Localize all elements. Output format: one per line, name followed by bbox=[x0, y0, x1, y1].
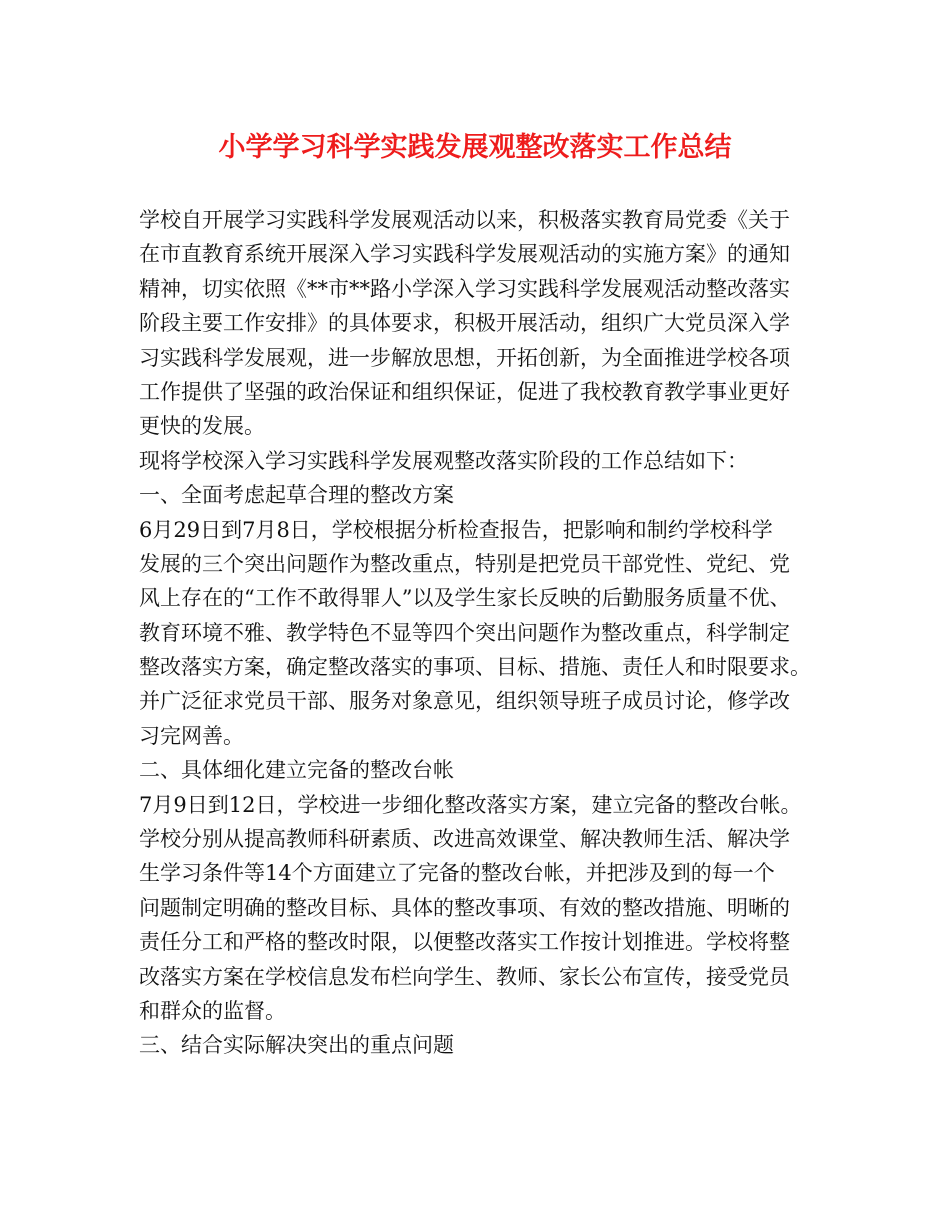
text-line: 习实践科学发展观，进一步解放思想，开拓创新，为全面推进学校各项 bbox=[139, 345, 790, 370]
text-line: 教育环境不雅、教学特色不显等四个突出问题作为整改重点，科学制定 bbox=[139, 620, 790, 645]
text-line: 习完网善。 bbox=[139, 723, 244, 748]
text-line: 7月9日到12日，学校进一步细化整改落实方案，建立完备的整改台帐。 bbox=[139, 792, 802, 817]
text-line: 在市直教育系统开展深入学习实践科学发展观活动的实施方案》的通知 bbox=[139, 242, 790, 267]
text-line: 三、结合实际解决突出的重点问题 bbox=[139, 1033, 454, 1058]
text-line: 学校分别从提高教师科研素质、改进高效课堂、解决教师生活、解决学 bbox=[139, 827, 790, 852]
text-line: 风上存在的“工作不敢得罪人”以及学生家长反映的后勤服务质量不优、 bbox=[139, 586, 791, 611]
text-line: 二、具体细化建立完备的整改台帐 bbox=[139, 758, 454, 783]
text-line: 和群众的监督。 bbox=[139, 998, 286, 1023]
text-line: 责任分工和严格的整改时限，以便整改落实工作按计划推进。学校将整 bbox=[139, 930, 790, 955]
text-line: 生学习条件等14个方面建立了完备的整改台帐，并把涉及到的每一个 bbox=[139, 861, 775, 886]
text-line: 工作提供了坚强的政治保证和组织保证，促进了我校教育教学事业更好 bbox=[139, 379, 790, 404]
text-line: 改落实方案在学校信息发布栏向学生、教师、家长公布宣传，接受党员 bbox=[139, 964, 790, 989]
text-line: 并广泛征求党员干部、服务对象意见，组织领导班子成员讨论，修学改 bbox=[139, 689, 790, 714]
text-line: 一、全面考虑起草合理的整改方案 bbox=[139, 483, 454, 508]
text-line: 现将学校深入学习实践科学发展观整改落实阶段的工作总结如下： bbox=[139, 448, 748, 473]
text-line: 6月29日到7月8日，学校根据分析检查报告，把影响和制约学校科学 bbox=[139, 517, 773, 542]
text-line: 问题制定明确的整改目标、具体的整改事项、有效的整改措施、明晰的 bbox=[139, 895, 790, 920]
text-line: 学校自开展学习实践科学发展观活动以来，积极落实教育局党委《关于 bbox=[139, 208, 790, 232]
text-line: 精神，切实依照《**市**路小学深入学习实践科学发展观活动整改落实 bbox=[139, 276, 790, 301]
text-line: 更快的发展。 bbox=[139, 414, 265, 439]
text-line: 整改落实方案，确定整改落实的事项、目标、措施、责任人和时限要求。 bbox=[139, 655, 811, 680]
document-title: 小学学习科学实践发展观整改落实工作总结 bbox=[218, 132, 732, 163]
document-body bbox=[139, 203, 819, 1063]
text-line: 阶段主要工作安排》的具体要求，积极开展活动，组织广大党员深入学 bbox=[139, 311, 790, 336]
text-line: 发展的三个突出问题作为整改重点，特别是把党员干部党性、党纪、党 bbox=[139, 551, 790, 576]
